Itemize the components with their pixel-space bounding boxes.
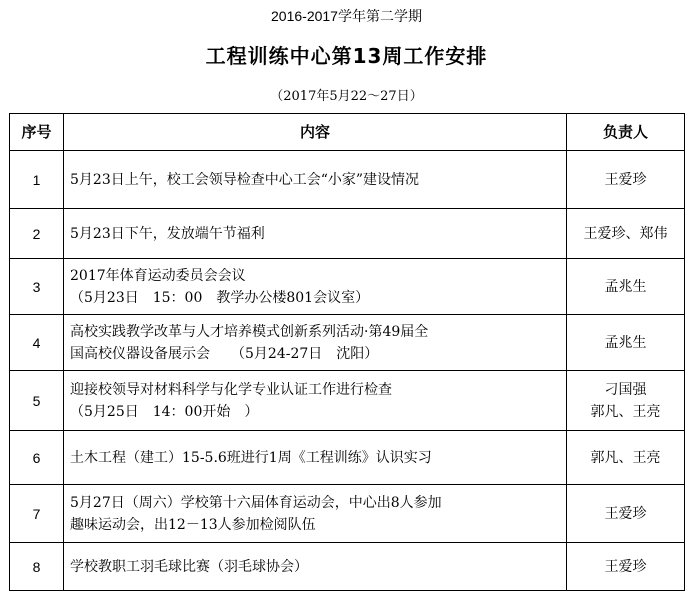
content-line: 学校教职工羽毛球比赛（羽毛球协会） [70, 558, 308, 575]
content-line: 迎接校领导对材料科学与化学专业认证工作进行检查 [70, 381, 392, 398]
document-title: 工程训练中心第13周工作安排 [205, 44, 488, 68]
row-person [567, 259, 685, 315]
row-content [64, 209, 567, 259]
column-header-person: 负责人 [567, 114, 685, 151]
content-line: （5月23日 15：00 教学办公楼801会议室） [70, 289, 370, 306]
row-number: 7 [10, 485, 64, 543]
row-number: 2 [10, 209, 64, 259]
person-name: 王爱珍 [604, 505, 647, 522]
person-name: 孟兆生 [604, 334, 647, 351]
row-number: 8 [10, 543, 64, 591]
person-name: 郭凡、王亮 [590, 403, 661, 420]
row-content [64, 151, 567, 209]
row-person [567, 209, 685, 259]
row-person [567, 485, 685, 543]
row-person [567, 371, 685, 431]
content-line: 趣味运动会，出12－13人参加检阅队伍 [70, 516, 316, 533]
row-person [567, 431, 685, 485]
table-row [10, 259, 685, 315]
table-row [10, 371, 685, 431]
row-person [567, 151, 685, 209]
content-line: 5月27日（周六）学校第十六届体育运动会，中心出8人参加 [70, 494, 442, 511]
content-line: 土木工程（建工）15-5.6班进行1周《工程训练》认识实习 [70, 449, 432, 466]
person-name: 王爱珍、郑伟 [583, 225, 668, 242]
person-name: 郭凡、王亮 [590, 449, 661, 466]
row-person [567, 315, 685, 371]
content-line: 5月23日上午，校工会领导检查中心工会“小家”建设情况 [70, 171, 420, 188]
table-row [10, 315, 685, 371]
row-content [64, 431, 567, 485]
table-header-row [10, 114, 685, 151]
content-line: （5月25日 14：00开始 ） [70, 403, 259, 420]
person-name: 王爱珍 [604, 558, 647, 575]
row-number: 6 [10, 431, 64, 485]
semester-label: 2016-2017学年第二学期 [271, 8, 422, 24]
row-number: 5 [10, 371, 64, 431]
row-person [567, 543, 685, 591]
person-name: 王爱珍 [604, 171, 647, 188]
content-line: 2017年体育运动委员会会议 [70, 267, 246, 284]
person-name: 孟兆生 [604, 278, 647, 295]
person-name: 刁国强 [604, 381, 647, 398]
table-row [10, 151, 685, 209]
row-content [64, 371, 567, 431]
row-number: 1 [10, 151, 64, 209]
row-content [64, 315, 567, 371]
content-line: 高校实践教学改革与人才培养模式创新系列活动·第49届全 [70, 323, 429, 340]
column-header-number: 序号 [10, 114, 64, 151]
table-row [10, 209, 685, 259]
row-number: 3 [10, 259, 64, 315]
row-number: 4 [10, 315, 64, 371]
schedule-table [9, 113, 685, 591]
column-header-content: 内容 [64, 114, 567, 151]
content-line: 5月23日下午，发放端午节福利 [70, 225, 265, 242]
table-row [10, 431, 685, 485]
date-range: （2017年5月22～27日） [270, 89, 423, 104]
table-row [10, 543, 685, 591]
content-line: 国高校仪器设备展示会 （5月24-27日 沈阳） [70, 345, 379, 362]
row-content [64, 259, 567, 315]
row-content [64, 485, 567, 543]
table-row [10, 485, 685, 543]
row-content [64, 543, 567, 591]
